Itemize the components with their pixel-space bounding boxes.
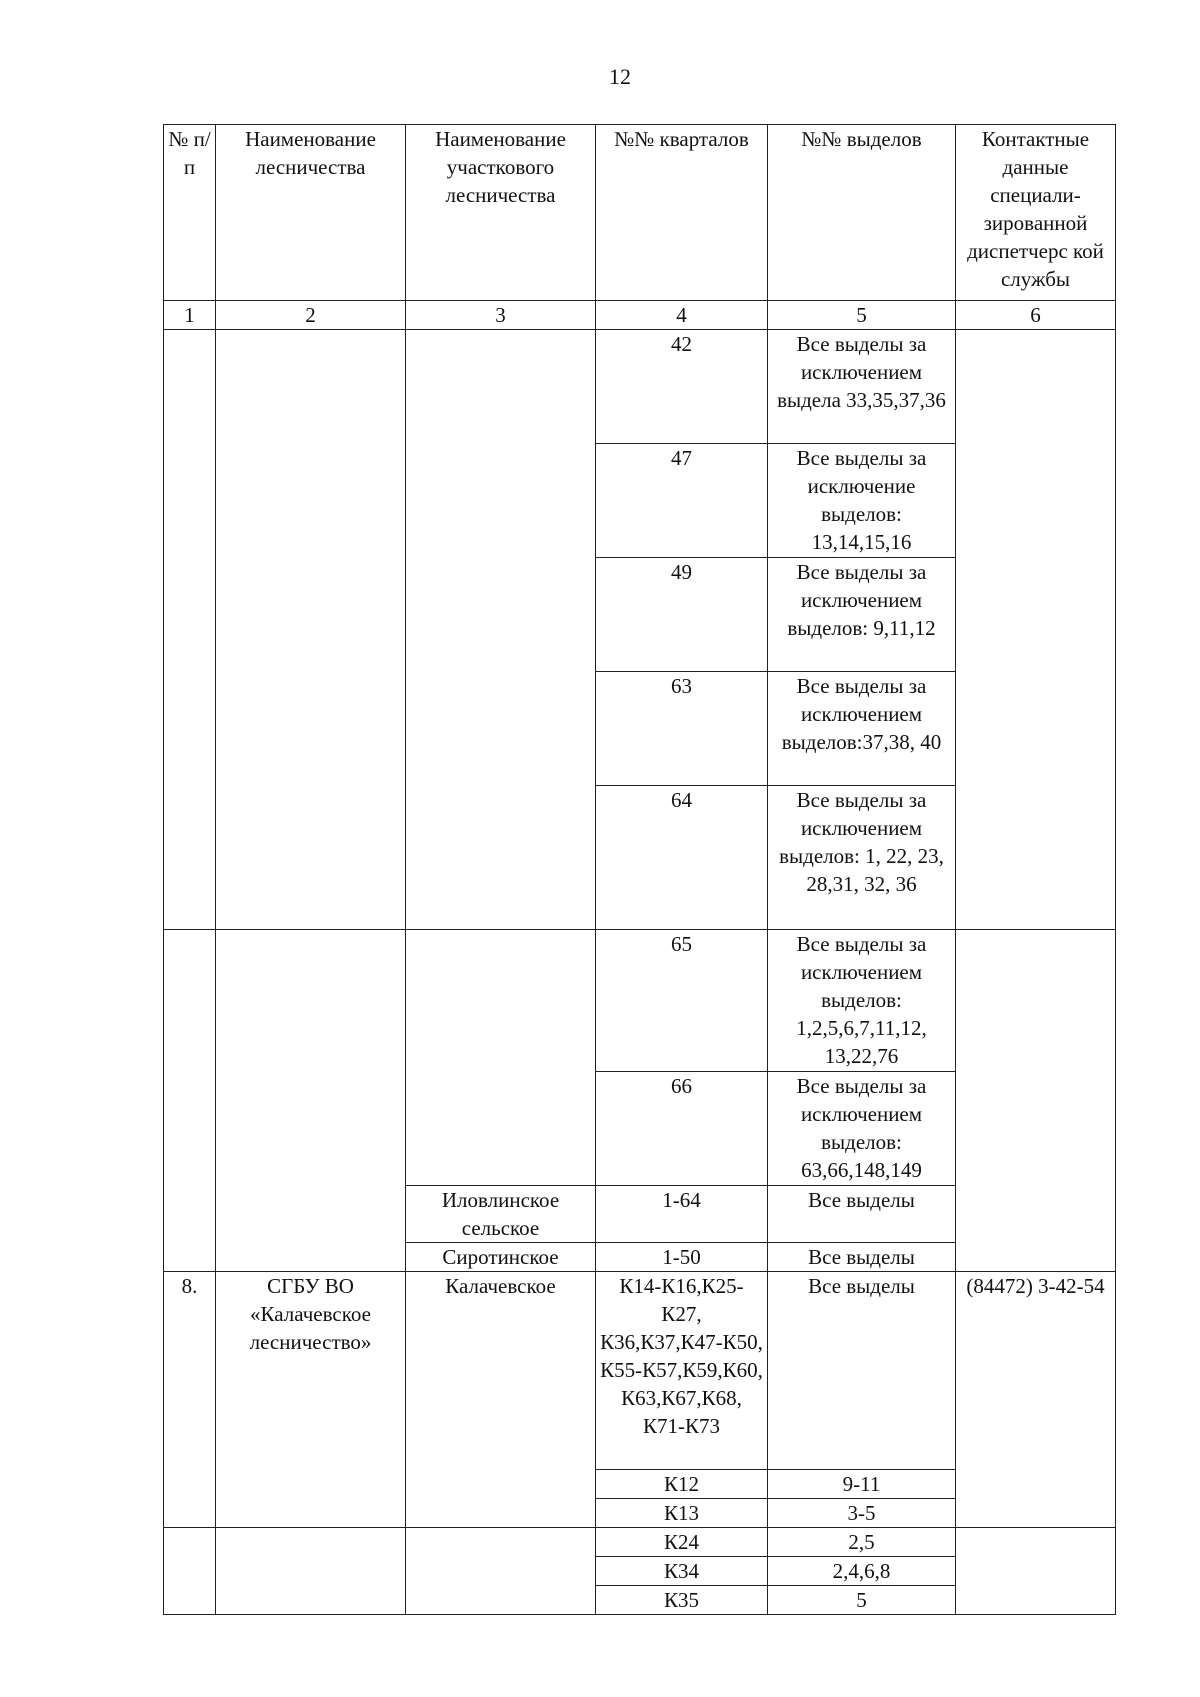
quarter-cell: 49 xyxy=(596,558,768,672)
header-district: Наименование участкового лесничества xyxy=(406,125,596,301)
quarter-cell: К34 xyxy=(596,1557,768,1586)
sections-cell: 3-5 xyxy=(768,1499,956,1528)
empty-cell xyxy=(406,930,596,1186)
table-row xyxy=(164,930,1116,1072)
empty-cell xyxy=(406,1528,596,1615)
sections-cell: Все выделы за исключение выделов: 13,14,15,16 xyxy=(768,444,956,558)
index-cell: 3 xyxy=(406,301,596,330)
sections-cell: Все выделы за исключением выдела 33,35,37,36 xyxy=(768,330,956,444)
index-cell: 6 xyxy=(956,301,1116,330)
empty-cell xyxy=(956,330,1116,930)
contact-cell: (84472) 3-42-54 xyxy=(956,1272,1116,1528)
quarter-cell: 1-64 xyxy=(596,1186,768,1243)
empty-cell xyxy=(216,930,406,1272)
header-sections: №№ выделов xyxy=(768,125,956,301)
page-number: 12 xyxy=(609,64,631,89)
quarter-cell: К24 xyxy=(596,1528,768,1557)
forestry-table xyxy=(163,124,1116,1615)
table-row xyxy=(164,1528,1116,1557)
sections-cell: 2,4,6,8 xyxy=(768,1557,956,1586)
index-row xyxy=(164,301,1116,330)
empty-cell xyxy=(164,930,216,1272)
district-cell: Иловлинское сельское xyxy=(406,1186,596,1243)
sections-cell: Все выделы за исключением выделов: 63,66,148,149 xyxy=(768,1072,956,1186)
quarter-cell: К12 xyxy=(596,1470,768,1499)
row-number-cell: 8. xyxy=(164,1272,216,1528)
header-contacts: Контактные данные специали-зированной диспетчерс кой службы xyxy=(956,125,1116,301)
sections-cell: 9-11 xyxy=(768,1470,956,1499)
sections-cell: Все выделы xyxy=(768,1243,956,1272)
quarter-cell: К13 xyxy=(596,1499,768,1528)
district-cell: Калачевское xyxy=(406,1272,596,1528)
quarter-cell: К35 xyxy=(596,1586,768,1615)
index-cell: 4 xyxy=(596,301,768,330)
index-cell: 2 xyxy=(216,301,406,330)
empty-cell xyxy=(164,330,216,930)
sections-cell: 5 xyxy=(768,1586,956,1615)
quarter-cell: 47 xyxy=(596,444,768,558)
forestry-cell: СГБУ ВО «Калачевское лесничество» xyxy=(216,1272,406,1528)
empty-cell xyxy=(406,330,596,930)
empty-cell xyxy=(216,330,406,930)
quarter-cell: 65 xyxy=(596,930,768,1072)
sections-cell: Все выделы xyxy=(768,1272,956,1470)
empty-cell xyxy=(956,1528,1116,1615)
district-cell: Сиротинское xyxy=(406,1243,596,1272)
sections-cell: Все выделы за исключением выделов: 1,2,5,6,7,11,12, 13,22,76 xyxy=(768,930,956,1072)
index-cell: 5 xyxy=(768,301,956,330)
empty-cell xyxy=(164,1528,216,1615)
table-row xyxy=(164,1272,1116,1470)
sections-cell: 2,5 xyxy=(768,1528,956,1557)
quarter-cell: 42 xyxy=(596,330,768,444)
header-forestry: Наименование лесничества xyxy=(216,125,406,301)
sections-cell: Все выделы за исключением выделов: 1, 22, 23, 28,31, 32, 36 xyxy=(768,786,956,930)
sections-cell: Все выделы за исключением выделов:37,38, 40 xyxy=(768,672,956,786)
empty-cell xyxy=(956,930,1116,1272)
empty-cell xyxy=(216,1528,406,1615)
header-quarters: №№ кварталов xyxy=(596,125,768,301)
sections-cell: Все выделы xyxy=(768,1186,956,1243)
quarter-cell: 66 xyxy=(596,1072,768,1186)
quarter-cell: 63 xyxy=(596,672,768,786)
sections-cell: Все выделы за исключением выделов: 9,11,12 xyxy=(768,558,956,672)
header-row xyxy=(164,125,1116,301)
quarter-cell: К14-К16,К25-К27, К36,К37,К47-К50, К55-К57,К59,К60, К63,К67,К68, К71-К73 xyxy=(596,1272,768,1470)
quarter-cell: 64 xyxy=(596,786,768,930)
table-row xyxy=(164,330,1116,444)
index-cell: 1 xyxy=(164,301,216,330)
header-number: № п/п xyxy=(164,125,216,301)
quarter-cell: 1-50 xyxy=(596,1243,768,1272)
